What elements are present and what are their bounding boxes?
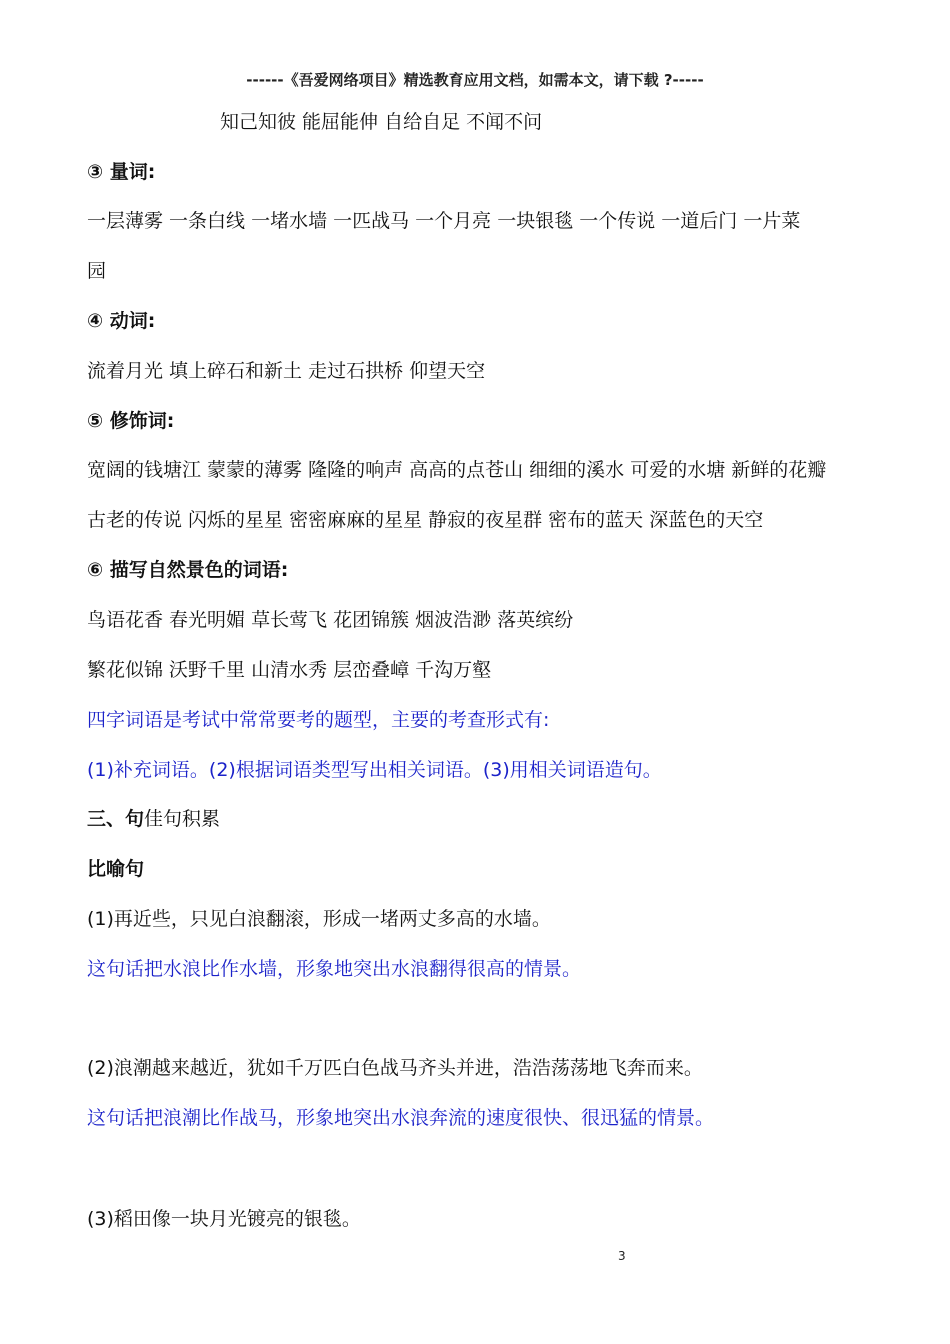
exam-note-line-1: 四字词语是考试中常常要考的题型，主要的考查形式有: [87, 709, 550, 731]
sentence-1-note: 这句话把水浪比作水墙，形象地突出水浪翻得很高的情景。 [87, 958, 582, 980]
measure-words-heading: ③ 量词: [87, 161, 156, 183]
sentence-1: (1)再近些，只见白浪翻滚，形成一堵两丈多高的水墙。 [87, 908, 551, 930]
modifiers-line-1: 宽阔的钱塘江 蒙蒙的薄雾 隆隆的响声 高高的点苍山 细细的溪水 可爱的水塘 新鲜的花瓣 [87, 459, 827, 481]
modifiers-heading: ⑤ 修饰词: [87, 410, 175, 432]
scenery-line-2: 繁花似锦 沃野千里 山清水秀 层峦叠嶂 千沟万壑 [87, 659, 492, 681]
verbs-line: 流着月光 填上碎石和新土 走过石拱桥 仰望天空 [87, 360, 486, 382]
modifiers-line-2: 古老的传说 闪烁的星星 密密麻麻的星星 静寂的夜星群 密布的蓝天 深蓝色的天空 [87, 509, 764, 531]
sentence-2: (2)浪潮越来越近，犹如千万匹白色战马齐头并进，浩浩荡荡地飞奔而来。 [87, 1057, 703, 1079]
idioms-line: 知己知彼 能屈能伸 自给自足 不闻不问 [220, 111, 543, 133]
section-heading [87, 807, 220, 831]
measure-words-line-1: 一层薄雾 一条白线 一堵水墙 一匹战马 一个月亮 一块银毯 一个传说 一道后门 一片菜 [87, 210, 801, 232]
page-header: ------《吾爱网络项目》精选教育应用文档，如需本文，请下载 ?----- [246, 71, 704, 89]
sentence-3: (3)稻田像一块月光镀亮的银毯。 [87, 1208, 361, 1230]
verbs-heading: ④ 动词: [87, 310, 156, 332]
section-heading-bold: 三、句 [87, 808, 145, 830]
simile-heading: 比喻句 [87, 858, 145, 880]
sentence-2-note: 这句话把浪潮比作战马，形象地突出水浪奔流的速度很快、很迅猛的情景。 [87, 1107, 715, 1129]
scenery-line-1: 鸟语花香 春光明媚 草长莺飞 花团锦簇 烟波浩渺 落英缤纷 [87, 609, 574, 631]
scenery-heading: ⑥ 描写自然景色的词语: [87, 559, 289, 581]
exam-note-line-2: (1)补充词语。(2)根据词语类型写出相关词语。(3)用相关词语造句。 [87, 759, 662, 781]
page-number: 3 [618, 1249, 626, 1263]
section-heading-rest: 佳句积累 [144, 808, 221, 830]
measure-words-line-2: 园 [87, 260, 107, 282]
